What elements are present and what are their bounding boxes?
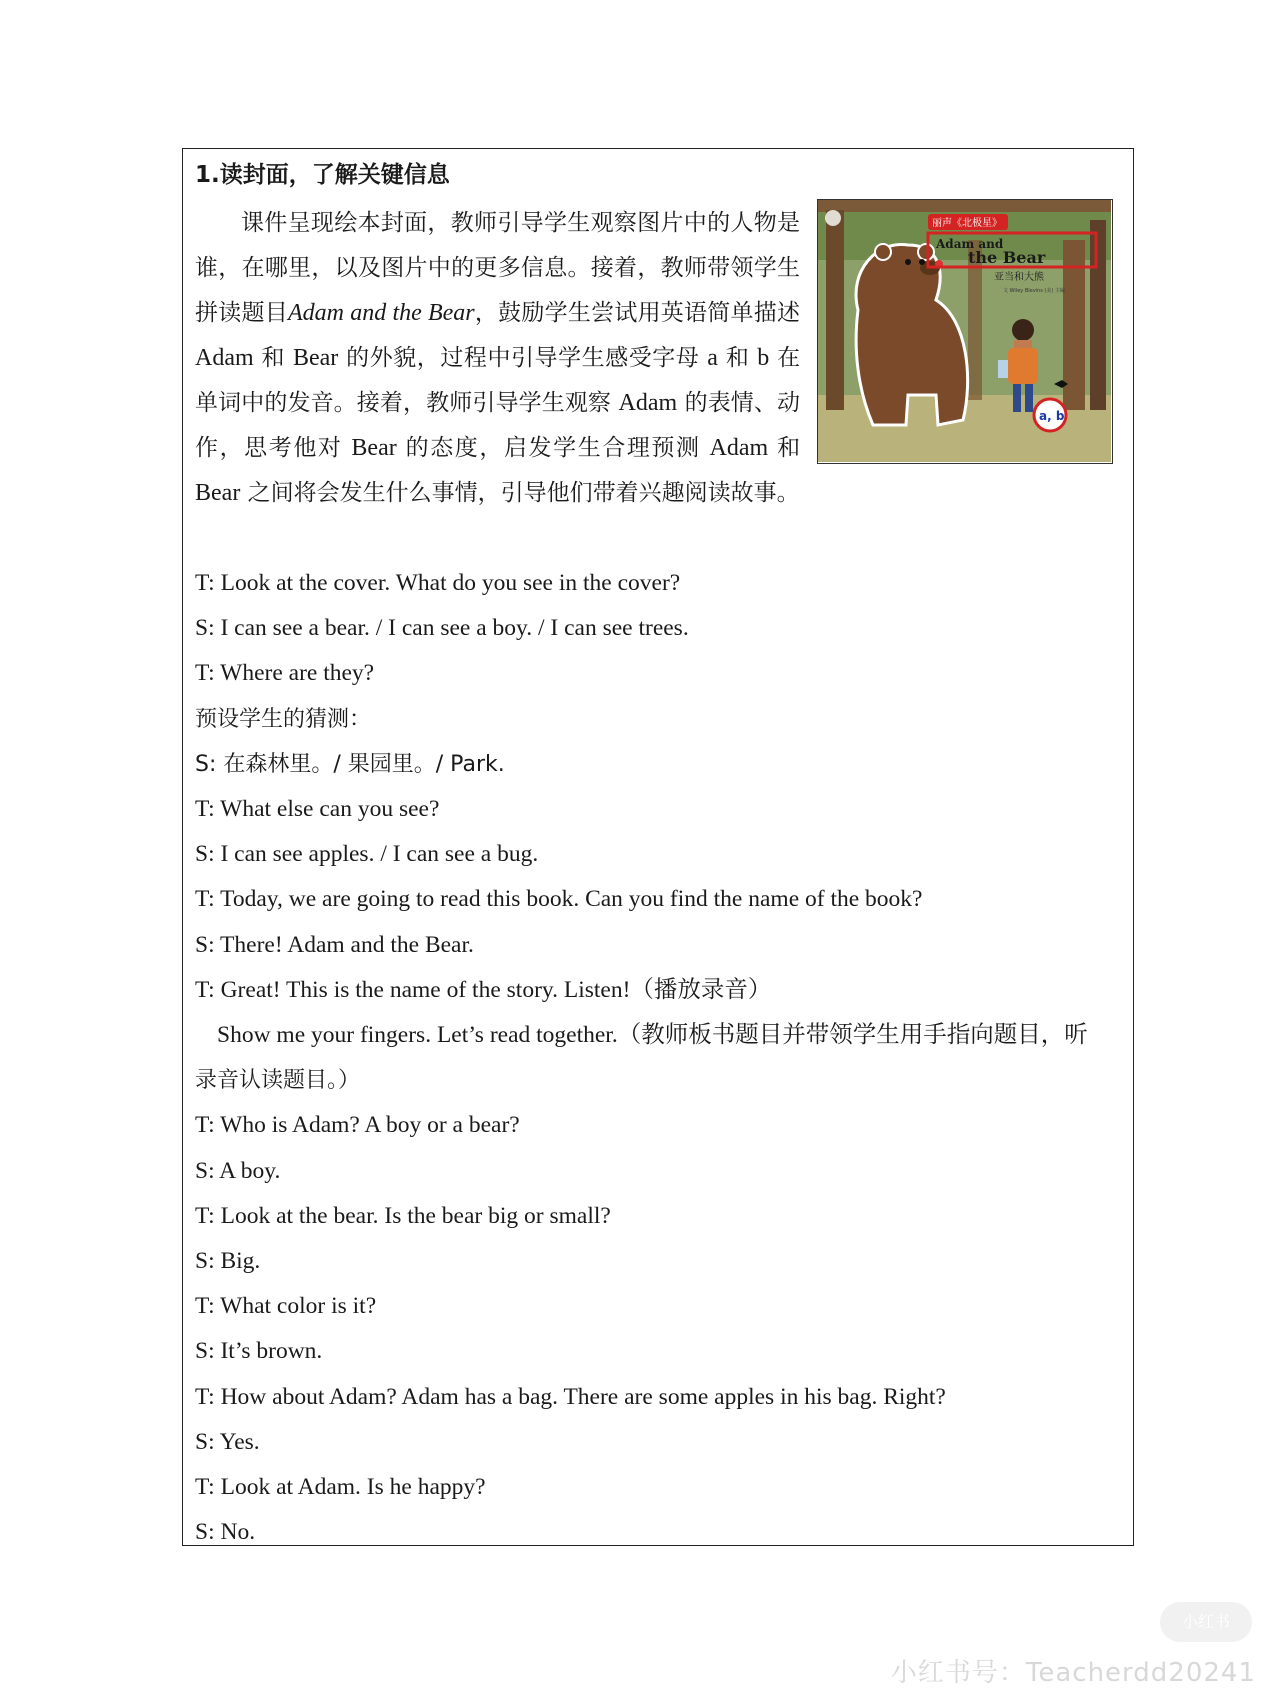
intro-text: Bear [292,345,339,371]
dialogue-line: T: Today, we are going to read this book. Can you find the name of the book? [195,886,923,913]
dialogue-line: T: Look at the bear. Is the bear big or small? [195,1202,611,1229]
intro-text: Bear [195,480,241,506]
dialogue-line: T: Who is Adam? A boy or a bear? [195,1112,520,1139]
dialogue-line: S: It’s brown. [195,1338,323,1365]
book-cover-illustration [818,200,1111,462]
book-title-italic: Adam and the Bear [287,300,475,326]
intro-text: Adam [709,435,769,461]
cover-title-line1: Adam and [936,237,1004,251]
dialogue-line: 预设学生的猜测： [195,706,372,732]
dialogue-line: 录音认读题目。） [195,1068,361,1094]
dialogue-line: S: No. [195,1519,256,1546]
watermark-logo: 小红书 [1160,1602,1252,1642]
dialogue-line: S: 在森林里。/ 果园里。/ Park. [195,751,505,777]
cover-title-line2: the Bear [968,248,1046,267]
intro-text: 和 [725,345,750,371]
intro-text: 课件呈现绘本封面，教师引导学生观察图片中的人物是谁，在哪里，以及图片中的更多信息。接着，教师带领学生拼读题目 [195,210,800,326]
section-heading: 1.读封面，了解关键信息 [195,162,450,188]
classroom-dialogue [195,561,1125,1555]
intro-text: Adam [618,390,678,416]
intro-text: Adam [195,345,254,371]
intro-text: 的外貌，过程中引导学生感受字母 [346,345,700,371]
cover-title-cn: 亚当和大熊 [994,272,1044,283]
dialogue-line: T: Look at the cover. What do you see in the cover? [195,570,681,596]
dialogue-line: T: What else can you see? [195,796,440,823]
dialogue-line: S: I can see apples. / I can see a bug. [195,841,539,868]
intro-text: 之间将会发生什么事情，引导他们带着兴趣阅读故事。 [247,480,800,506]
dialogue-line: S: Yes. [195,1428,260,1455]
intro-text: a [707,345,718,371]
dialogue-line: S: Big. [195,1248,261,1275]
intro-text: 和 [261,345,286,371]
dialogue-line: S: There! Adam and the Bear. [195,931,474,958]
dialogue-line: T: What color is it? [195,1293,377,1320]
intro-text: Bear [351,435,397,461]
intro-text: 和 [777,435,801,461]
watermark-text: 小红书号：Teacherdd20241 [890,1658,1256,1688]
lesson-plan-frame [182,148,1134,1546]
dialogue-line: Show me your fingers. Let’s read together.（教师板书题目并带领学生用手指向题目，听 [217,1022,1088,1049]
dialogue-line: T: How about Adam? Adam has a bag. There are some apples in his bag. Right? [195,1383,946,1410]
intro-paragraph [195,201,800,516]
cover-credits: 文 Wiley Blevins (美) 主编 [1003,288,1065,294]
intro-text: b [757,345,770,371]
intro-text: 的态度，启发学生合理预测 [405,435,701,461]
dialogue-line: S: I can see a bear. / I can see a boy. / I can see trees. [195,615,689,642]
dialogue-line: T: Great! This is the name of the story. Listen!（播放录音） [195,976,772,1003]
book-cover-image [817,199,1113,464]
dialogue-line: T: Where are they? [195,660,375,687]
intro-text: 在单词中的发音。接着，教师引导学生观察 [195,345,801,416]
dialogue-line: S: A boy. [195,1157,281,1184]
intro-text: ，鼓励学生尝试用英语简单描述 [474,300,801,326]
dialogue-line: T: Look at Adam. Is he happy? [195,1474,486,1501]
cover-phonics-badge: a, b [1039,409,1065,423]
cover-series-label: 丽声《北极星》 [932,218,1002,229]
intro-text: 的表情、动作，思考他对 [195,390,801,461]
